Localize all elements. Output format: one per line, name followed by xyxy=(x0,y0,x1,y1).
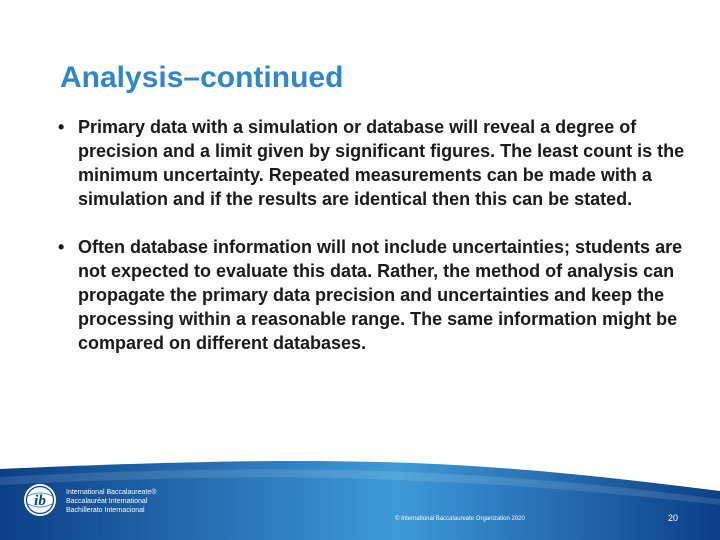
ib-logo-text: ib xyxy=(34,493,46,509)
org-name-english: International Baccalaureate® xyxy=(66,489,157,496)
ib-globe-logo-icon xyxy=(22,482,58,518)
bullet-text: Often database information will not include uncertainties; students are not expected to evaluate this data. Rather, the method of analysis can propagate the primary data precision and uncertainties and keep the processing within a reasonable range. The same information might be compared on different databases. xyxy=(78,237,683,353)
bullet-marker: • xyxy=(58,237,65,257)
bullet-text: Primary data with a simulation or database will reveal a degree of precision and a limit given by significant figures. The least count is the minimum uncertainty. Repeated measurements can be made with a simulation and if the results are identical then this can be stated. xyxy=(78,117,685,209)
footer-band xyxy=(0,455,720,540)
bullet-item xyxy=(58,115,698,211)
bullet-item xyxy=(58,235,698,355)
org-name-french: Baccalauréat International xyxy=(66,498,148,505)
organization-names xyxy=(66,488,156,515)
slide-title: Analysis–continued xyxy=(60,61,344,94)
bullet-list xyxy=(58,115,698,379)
bullet-marker: • xyxy=(58,117,65,137)
page-number: 20 xyxy=(668,513,679,523)
org-name-spanish: Bachillerato Internacional xyxy=(66,507,145,514)
copyright-notice: © International Baccalaureate Organization 2020 xyxy=(395,516,525,522)
